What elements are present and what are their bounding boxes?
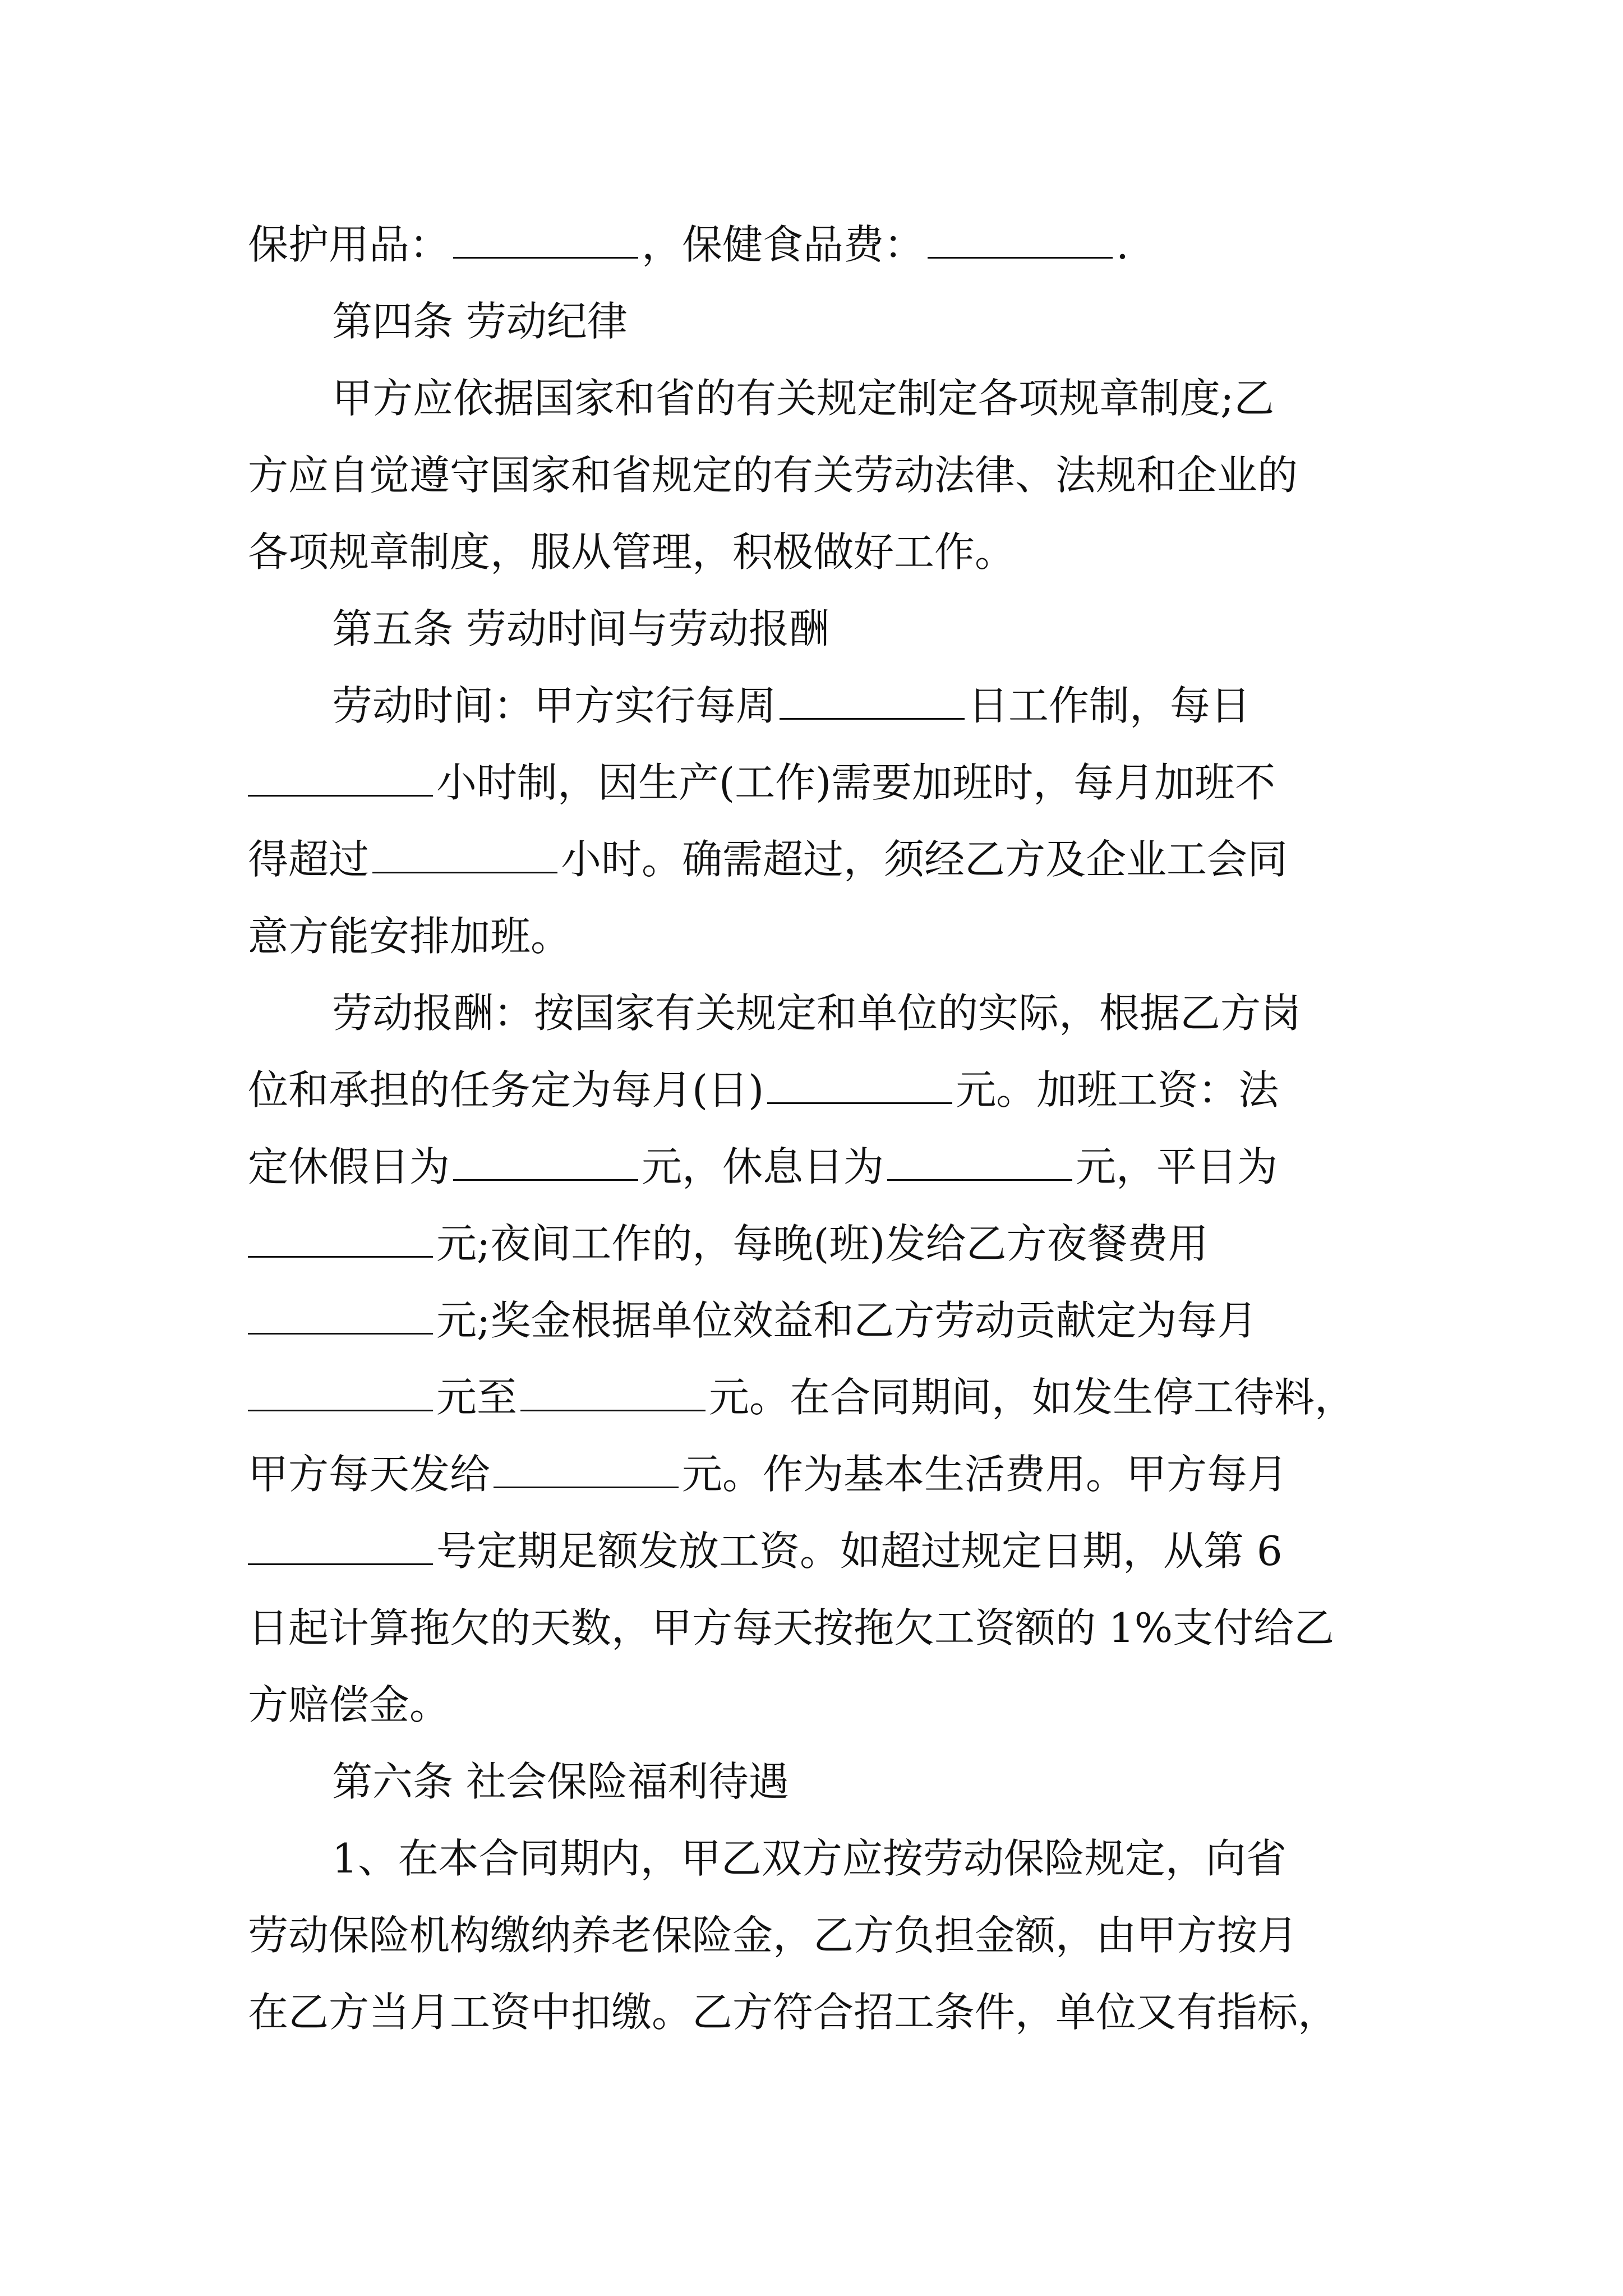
blank-underline bbox=[494, 1453, 679, 1488]
blank-underline bbox=[248, 1376, 433, 1411]
blank-underline bbox=[520, 1376, 706, 1411]
text-line: 方赔偿金。 bbox=[248, 1681, 450, 1728]
text-line bbox=[248, 744, 1392, 821]
blank-underline bbox=[780, 684, 965, 720]
text-segment: 元至 bbox=[436, 1374, 518, 1421]
text-line bbox=[248, 1513, 1392, 1590]
text-segment: . bbox=[1116, 221, 1129, 268]
text-line: 方应自觉遵守国家和省规定的有关劳动法律、法规和企业的 bbox=[248, 452, 1298, 499]
blank-underline bbox=[248, 761, 433, 797]
text-line: 意方能安排加班。 bbox=[248, 913, 571, 960]
text-segment: 元，休息日为 bbox=[642, 1143, 884, 1190]
text-segment: 元。加班工资：法 bbox=[956, 1066, 1279, 1114]
document-page bbox=[248, 206, 1392, 2051]
text-line bbox=[248, 1129, 1392, 1205]
text-segment: 小时。确需超过，须经乙方及企业工会同 bbox=[561, 836, 1288, 883]
text-segment: 位和承担的任务定为每月(日) bbox=[248, 1066, 764, 1114]
text-line bbox=[248, 821, 1392, 898]
blank-underline bbox=[248, 1222, 433, 1258]
text-line: 日起计算拖欠的天数，甲方每天按拖欠工资额的 1%支付给乙 bbox=[248, 1604, 1335, 1651]
text-line: 甲方应依据国家和省的有关规定制定各项规章制度;乙 bbox=[332, 375, 1275, 422]
text-line bbox=[248, 206, 1392, 283]
text-segment: 定休假日为 bbox=[248, 1143, 450, 1190]
text-segment: 劳动时间：甲方实行每周 bbox=[332, 682, 777, 729]
article-heading-5: 第五条 劳动时间与劳动报酬 bbox=[332, 605, 829, 652]
text-segment: 保护用品： bbox=[248, 221, 450, 268]
blank-underline bbox=[248, 1530, 433, 1565]
blank-underline bbox=[248, 1299, 433, 1335]
text-segment: 元;奖金根据单位效益和乙方劳动贡献定为每月 bbox=[436, 1297, 1258, 1344]
text-segment: 元。作为基本生活费用。甲方每月 bbox=[682, 1451, 1288, 1498]
text-segment: 甲方每天发给 bbox=[248, 1451, 491, 1498]
text-segment: 元;夜间工作的，每晚(班)发给乙方夜餐费用 bbox=[436, 1220, 1209, 1267]
text-segment: ，保健食品费： bbox=[642, 221, 925, 268]
text-segment: 日工作制，每日 bbox=[968, 682, 1251, 729]
text-line bbox=[248, 1052, 1392, 1129]
blank-underline bbox=[887, 1145, 1072, 1181]
text-line bbox=[248, 668, 1392, 744]
text-line: 在乙方当月工资中扣缴。乙方符合招工条件，单位又有指标， bbox=[248, 1989, 1339, 2036]
text-segment: 元。在合同期间，如发生停工待料， bbox=[709, 1374, 1355, 1421]
text-line bbox=[248, 1205, 1392, 1282]
blank-underline bbox=[767, 1069, 952, 1104]
text-line bbox=[248, 1282, 1392, 1359]
blank-underline bbox=[453, 223, 638, 259]
text-segment: 号定期足额发放工资。如超过规定日期，从第 6 bbox=[436, 1527, 1283, 1575]
text-segment: 元，平日为 bbox=[1076, 1143, 1278, 1190]
text-line: 1、在本合同期内，甲乙双方应按劳动保险规定，向省 bbox=[332, 1835, 1287, 1882]
text-line bbox=[248, 1436, 1392, 1513]
article-heading-6: 第六条 社会保险福利待遇 bbox=[332, 1758, 789, 1805]
text-line: 劳动保险机构缴纳养老保险金，乙方负担金额，由甲方按月 bbox=[248, 1912, 1298, 1959]
text-segment: 小时制，因生产(工作)需要加班时，每月加班不 bbox=[436, 759, 1276, 806]
blank-underline bbox=[453, 1145, 638, 1181]
blank-underline bbox=[928, 223, 1113, 259]
blank-underline bbox=[372, 838, 557, 873]
text-line: 各项规章制度，服从管理，积极做好工作。 bbox=[248, 528, 1016, 576]
article-heading-4: 第四条 劳动纪律 bbox=[332, 298, 628, 345]
text-line bbox=[248, 1359, 1392, 1436]
text-segment: 得超过 bbox=[248, 836, 370, 883]
text-line: 劳动报酬：按国家有关规定和单位的实际，根据乙方岗 bbox=[332, 990, 1302, 1037]
